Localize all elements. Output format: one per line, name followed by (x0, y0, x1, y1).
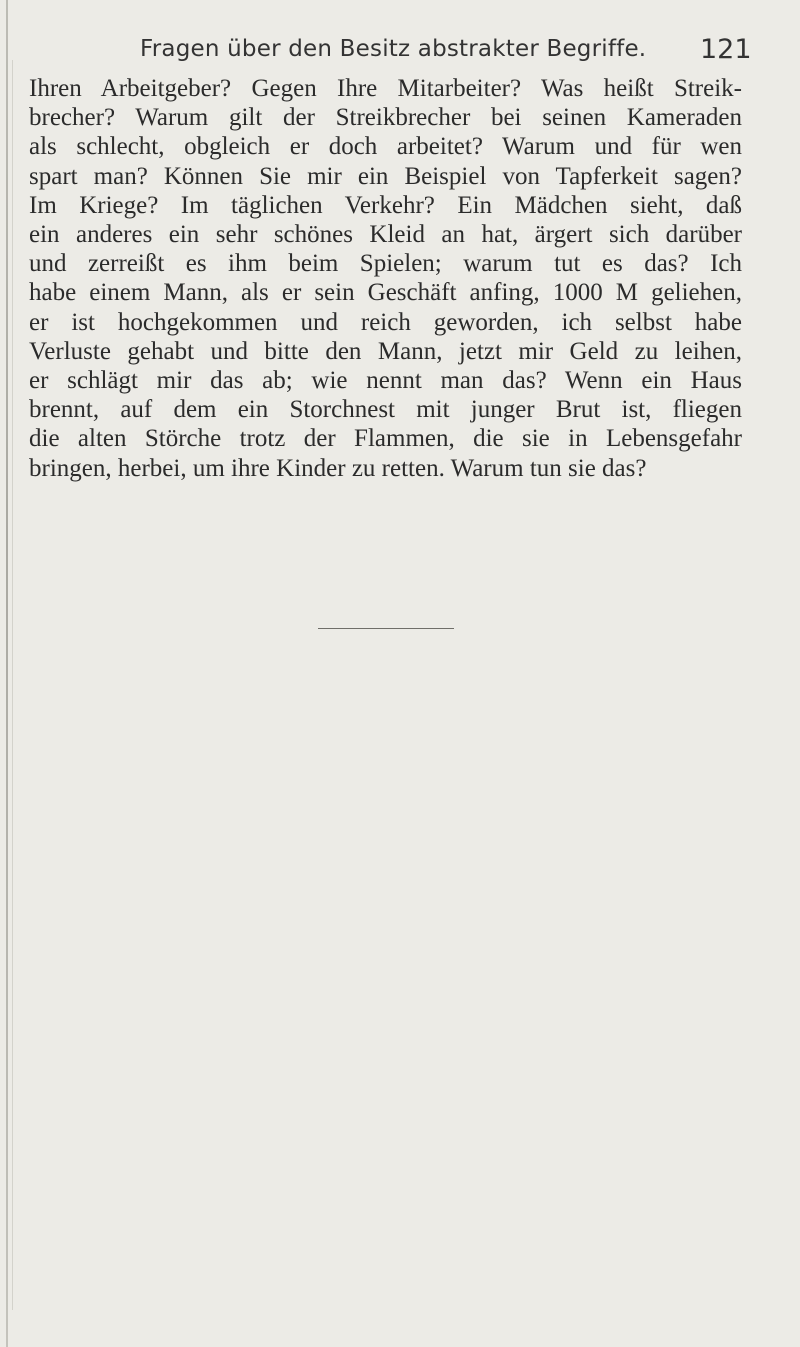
text-line: er schlägt mir das ab; wie nennt man das? Wenn ein Haus (29, 367, 742, 395)
text-line: Verluste gehabt und bitte den Mann, jetzt mir Geld zu leihen, (29, 337, 742, 365)
text-line: bringen, herbei, um ihre Kinder zu retten. Warum tun sie das? (29, 454, 647, 482)
text-line: die alten Störche trotz der Flammen, die sie in Lebensgefahr (29, 425, 742, 453)
page-gutter-shadow (12, 60, 13, 1310)
text-line: ein anderes ein sehr schönes Kleid an hat, ärgert sich darüber (29, 221, 742, 249)
section-divider-rule (318, 628, 454, 629)
text-line: und zerreißt es ihm beim Spielen; warum tut es das? Ich (29, 250, 742, 278)
running-header-title: Fragen über den Besitz abstrakter Begriffe. (140, 36, 647, 62)
text-line: brecher? Warum gilt der Streikbrecher bei seinen Kameraden (29, 104, 742, 132)
text-line: habe einem Mann, als er sein Geschäft anfing, 1000 M geliehen, (29, 279, 742, 307)
text-line: spart man? Können Sie mir ein Beispiel von Tapferkeit sagen? (29, 162, 742, 190)
body-paragraph (29, 74, 742, 483)
text-line: brennt, auf dem ein Storchnest mit junger Brut ist, fliegen (29, 396, 742, 424)
text-line: Ihren Arbeitgeber? Gegen Ihre Mitarbeiter? Was heißt Streik- (29, 75, 742, 102)
text-line: als schlecht, obgleich er doch arbeitet? Warum und für wen (29, 133, 742, 161)
text-line: Im Kriege? Im täglichen Verkehr? Ein Mädchen sieht, daß (29, 191, 742, 219)
page-gutter-edge (6, 0, 8, 1347)
text-line: er ist hochgekommen und reich geworden, ich selbst habe (29, 308, 742, 336)
page-number: 121 (700, 34, 752, 65)
